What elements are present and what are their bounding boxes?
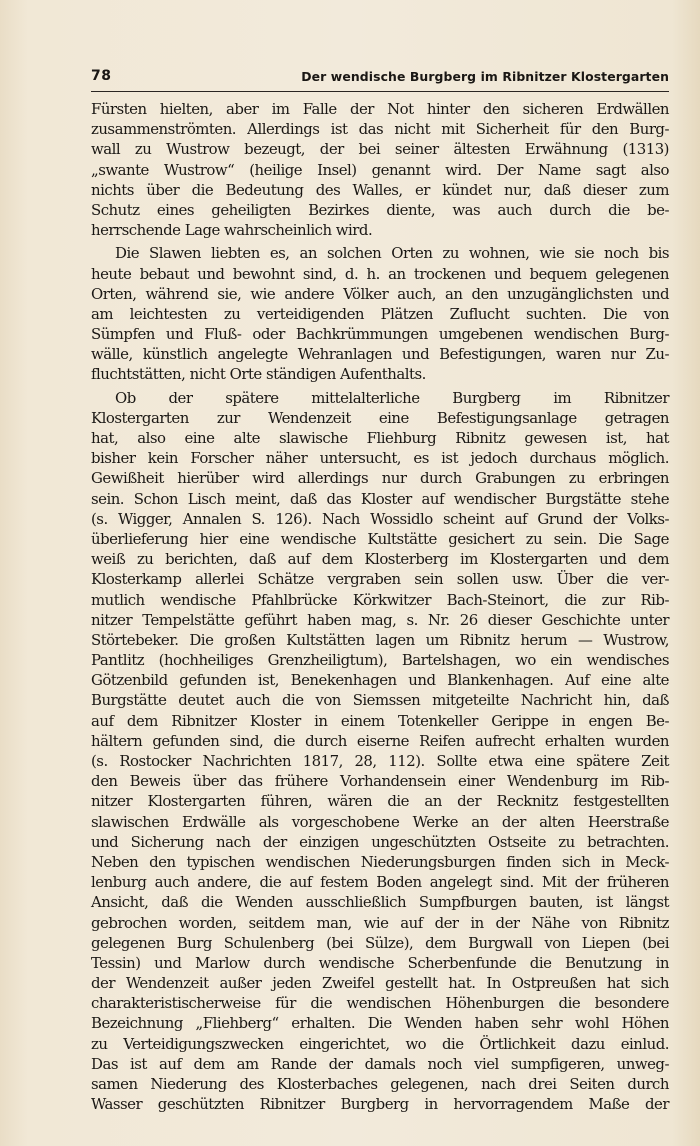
text-line: bisher kein Forscher näher untersucht, es ist jedoch durchaus möglich.	[91, 449, 669, 468]
text-line: Ansicht, daß die Wenden ausschließlich Sumpfburgen bauten, ist längst	[91, 893, 669, 912]
text-line: hat, also eine alte slawische Fliehburg Ribnitz gewesen ist, hat	[91, 429, 669, 447]
body-text	[91, 99, 669, 1114]
text-line: Klosterkamp allerlei Schätze vergraben sein sollen usw. Über die ver-	[91, 570, 669, 589]
text-line: nitzer Klostergarten führen, wären die an der Recknitz festgestellten	[91, 792, 669, 811]
text-line: überlieferung hier eine wendische Kultstätte gesichert zu sein. Die Sage	[91, 529, 669, 548]
text-line: Störtebeker. Die großen Kultstätten lagen um Ribnitz herum — Wustrow,	[91, 630, 669, 649]
header-rule	[91, 91, 669, 92]
text-line: nichts über die Bedeutung des Walles, er kündet nur, daß dieser zum	[91, 180, 669, 199]
text-line: Fürsten hielten, aber im Falle der Not hinter den sicheren Erdwällen	[91, 100, 669, 118]
text-line: lenburg auch andere, die auf festem Boden angelegt sind. Mit der früheren	[91, 873, 669, 892]
page-number: 78	[91, 68, 112, 84]
text-line: (s. Rostocker Nachrichten 1817, 28, 112). Sollte etwa eine spätere Zeit	[91, 752, 669, 770]
page-header	[91, 66, 669, 88]
text-line: mutlich wendische Pfahlbrücke Körkwitzer Bach-Steinort, die zur Rib-	[91, 590, 669, 609]
text-line: auf dem Ribnitzer Kloster in einem Totenkeller Gerippe in engen Be-	[91, 711, 669, 730]
text-line: Pantlitz (hochheiliges Grenzheiligtum), Bartelshagen, wo ein wendisches	[91, 651, 669, 670]
text-line: heute bebaut und bewohnt sind, d. h. an trockenen und bequem gelegenen	[91, 264, 669, 283]
text-line: samen Niederung des Klosterbaches gelegenen, nach drei Seiten durch	[91, 1075, 669, 1093]
text-line: zusammenströmten. Allerdings ist das nicht mit Sicherheit für den Burg-	[91, 120, 669, 139]
text-line: Gewißheit hierüber wird allerdings nur durch Grabungen zu erbringen	[91, 469, 669, 488]
paragraph	[91, 99, 669, 240]
paragraph	[91, 388, 669, 1115]
text-line: hältern gefunden sind, die durch eiserne Reifen aufrecht erhalten wurden	[91, 731, 669, 750]
text-line: Die Slawen liebten es, an solchen Orten zu wohnen, wie sie noch bis	[115, 244, 669, 263]
text-line: Bezeichnung „Fliehberg“ erhalten. Die Wenden haben sehr wohl Höhen	[91, 1014, 669, 1033]
text-line: Götzenbild gefunden ist, Benekenhagen und Blankenhagen. Auf eine alte	[91, 671, 669, 690]
text-line: gebrochen worden, seitdem man, wie auf der in der Nähe von Ribnitz	[91, 913, 669, 932]
text-line: den Beweis über das frühere Vorhandensein einer Wendenburg im Rib-	[91, 772, 669, 791]
text-line: Orten, während sie, wie andere Völker auch, an den unzugänglichsten und	[91, 284, 669, 303]
text-line: (s. Wigger, Annalen S. 126). Nach Wossidlo scheint auf Grund der Volks-	[91, 509, 669, 528]
text-line: sein. Schon Lisch meint, daß das Kloster auf wendischer Burgstätte stehe	[91, 489, 669, 508]
text-line: „swante Wustrow“ (heilige Insel) genannt wird. Der Name sagt also	[91, 160, 669, 179]
text-line: weiß zu berichten, daß auf dem Klosterberg im Klostergarten und dem	[91, 550, 669, 569]
text-line: Ob der spätere mittelalterliche Burgberg im Ribnitzer	[115, 388, 669, 407]
text-line: und Sicherung nach der einzigen ungeschützten Ostseite zu betrachten.	[91, 832, 669, 851]
text-line: Klostergarten zur Wendenzeit eine Befestigungsanlage getragen	[91, 408, 669, 427]
text-line: Neben den typischen wendischen Niederungsburgen finden sich in Meck-	[91, 852, 669, 871]
running-head: Der wendische Burgberg im Ribnitzer Klostergarten	[301, 69, 669, 84]
text-line: Das ist auf dem am Rande der damals noch viel sumpfigeren, unweg-	[91, 1054, 669, 1073]
text-line: am leichtesten zu verteidigenden Plätzen Zuflucht suchten. Die von	[91, 304, 669, 323]
text-line: Wasser geschützten Ribnitzer Burgberg in hervorragendem Maße der	[91, 1095, 669, 1114]
text-line: Sümpfen und Fluß- oder Bachkrümmungen umgebenen wendischen Burg-	[91, 325, 669, 344]
text-line: Tessin) und Marlow durch wendische Scherbenfunde die Benutzung in	[91, 953, 669, 972]
text-line: Schutz eines geheiligten Bezirkes diente, was auch durch die be-	[91, 200, 669, 219]
text-line: charakteristischerweise für die wendischen Höhenburgen die besondere	[91, 994, 669, 1013]
text-line: Burgstätte deutet auch die von Siemssen mitgeteilte Nachricht hin, daß	[91, 691, 669, 710]
text-line: wall zu Wustrow bezeugt, der bei seiner ältesten Erwähnung (1313)	[91, 140, 669, 159]
text-line: der Wendenzeit außer jeden Zweifel gestellt hat. In Ostpreußen hat sich	[91, 974, 669, 993]
paragraph	[91, 243, 669, 384]
text-line: herrschende Lage wahrscheinlich wird.	[91, 221, 373, 240]
text-line: nitzer Tempelstätte geführt haben mag, s. Nr. 26 dieser Geschichte unter	[91, 610, 669, 629]
text-line: wälle, künstlich angelegte Wehranlagen und Befestigungen, waren nur Zu-	[91, 345, 669, 364]
text-line: fluchtstätten, nicht Orte ständigen Aufenthalts.	[91, 365, 426, 384]
text-line: gelegenen Burg Schulenberg (bei Sülze), dem Burgwall von Liepen (bei	[91, 933, 669, 952]
text-line: slawischen Erdwälle als vorgeschobene Werke an der alten Heerstraße	[91, 812, 669, 831]
text-line: zu Verteidigungszwecken eingerichtet, wo die Örtlichkeit dazu einlud.	[91, 1034, 669, 1053]
